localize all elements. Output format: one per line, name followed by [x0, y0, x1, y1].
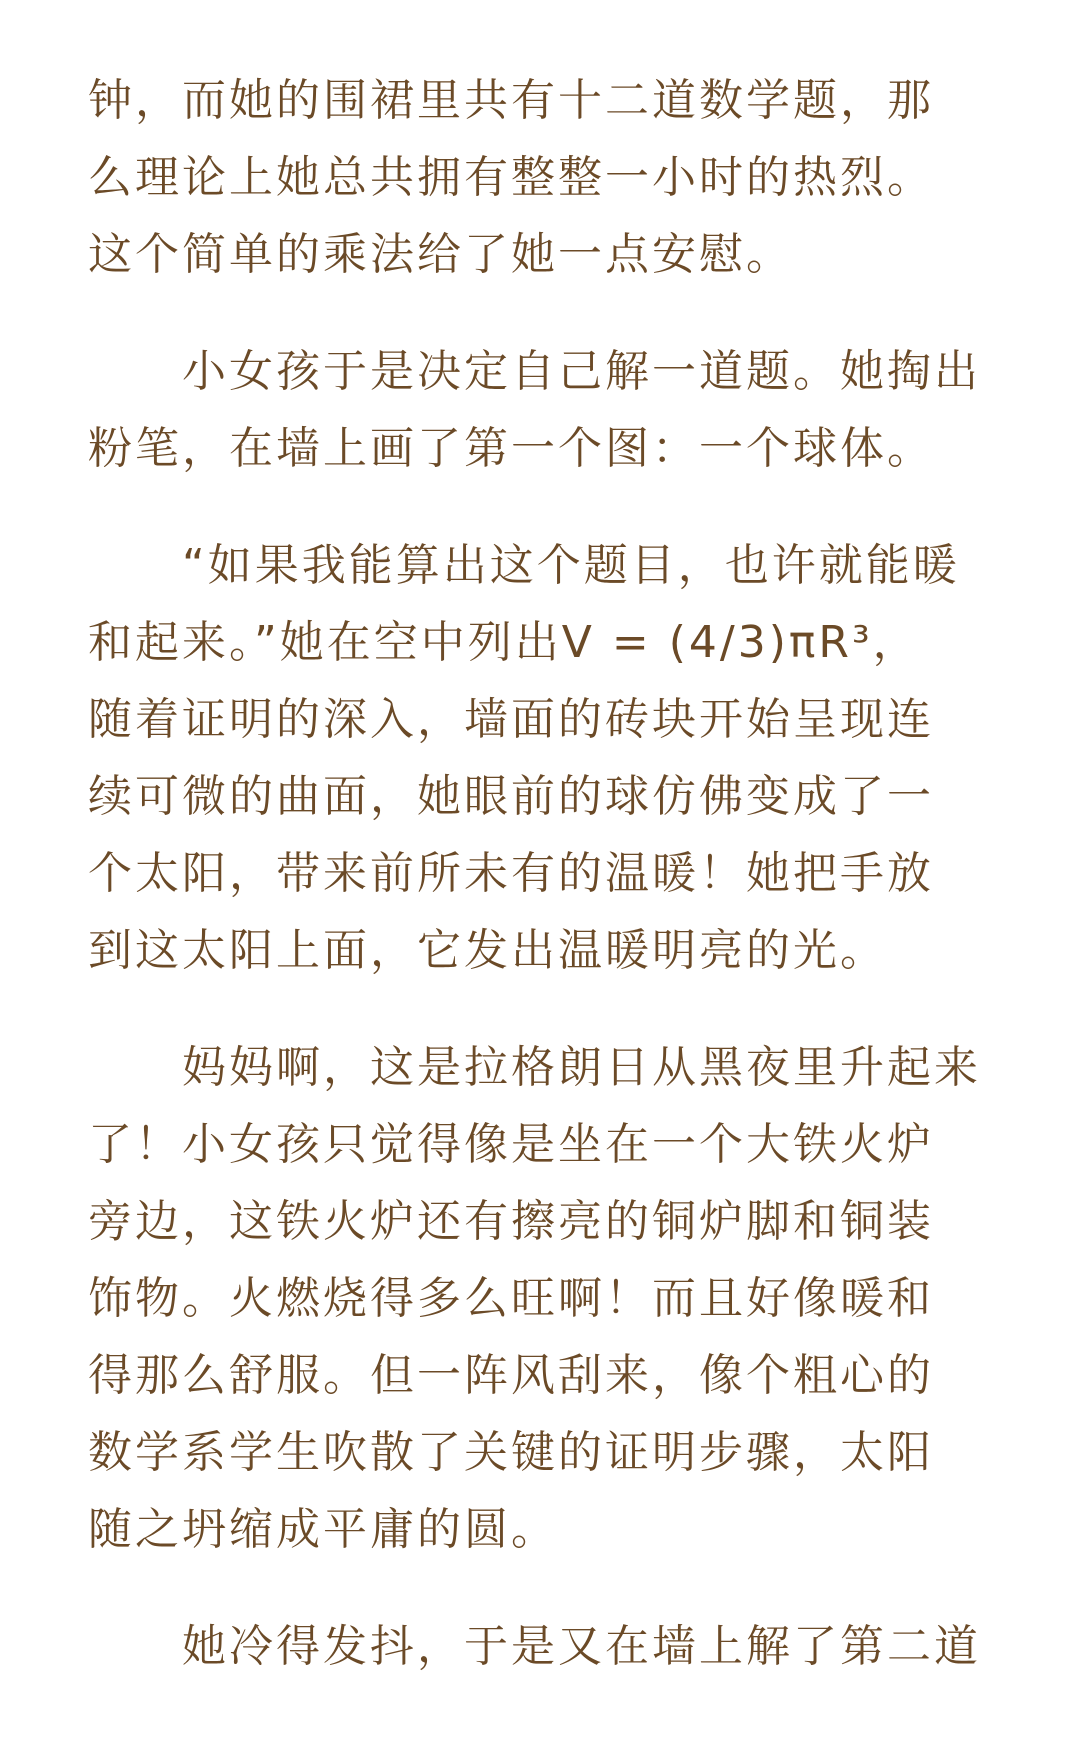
text-line: 个太阳，带来前所未有的温暖！她把手放: [88, 848, 934, 899]
text-line: 随之坍缩成平庸的圆。: [88, 1504, 558, 1555]
text-line: 和起来。”她在空中列出V = (4/3)πR³，: [88, 617, 920, 668]
paragraph-4: [88, 1029, 996, 1568]
text-line: 饰物。火燃烧得多么旺啊！而且好像暖和: [88, 1273, 934, 1324]
text-line: 数学系学生吹散了关键的证明步骤，太阳: [88, 1427, 934, 1478]
text-line: 她冷得发抖，于是又在墙上解了第二道: [182, 1621, 981, 1672]
text-line: 续可微的曲面，她眼前的球仿佛变成了一: [88, 771, 934, 822]
paragraph-1: [88, 62, 996, 293]
text-line: 小女孩于是决定自己解一道题。她掏出: [182, 346, 981, 397]
text-line: “如果我能算出这个题目，也许就能暖: [182, 540, 960, 591]
text-line: 到这太阳上面，它发出温暖明亮的光。: [88, 925, 887, 976]
paragraph-3: [88, 527, 996, 989]
text-line: 妈妈啊，这是拉格朗日从黑夜里升起来: [182, 1042, 981, 1093]
paragraph-5: [88, 1608, 996, 1685]
text-line: 粉笔，在墙上画了第一个图：一个球体。: [88, 423, 934, 474]
text-line: 了！小女孩只觉得像是坐在一个大铁火炉: [88, 1119, 934, 1170]
paragraph-2: [88, 333, 996, 487]
text-line: 这个简单的乘法给了她一点安慰。: [88, 229, 793, 280]
text-line: 么理论上她总共拥有整整一小时的热烈。: [88, 152, 934, 203]
text-line: 得那么舒服。但一阵风刮来，像个粗心的: [88, 1350, 934, 1401]
text-line: 旁边，这铁火炉还有擦亮的铜炉脚和铜装: [88, 1196, 934, 1247]
article-body: [88, 62, 996, 1725]
text-line: 随着证明的深入，墙面的砖块开始呈现连: [88, 694, 934, 745]
text-line: 钟，而她的围裙里共有十二道数学题，那: [88, 75, 934, 126]
